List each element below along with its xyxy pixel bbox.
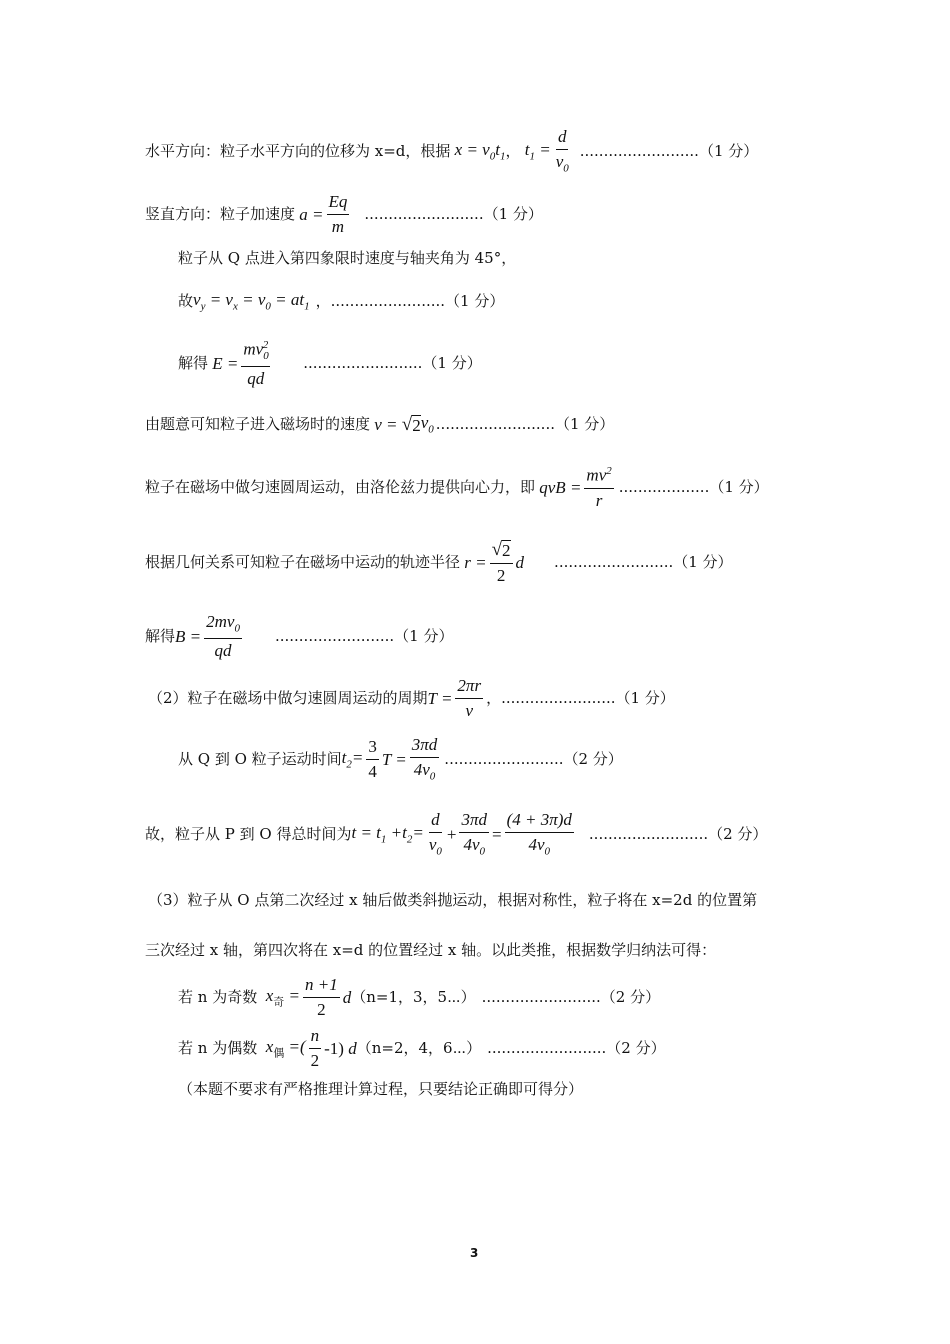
text: 水平方向：粒子水平方向的位移为 x=d，根据 <box>145 141 451 160</box>
dots: ......................... <box>303 354 423 373</box>
text: 故，粒子从 P 到 O 得总时间为 <box>145 824 352 843</box>
text: 解得 <box>145 626 176 645</box>
dots: ......................... <box>364 204 484 223</box>
dots: ，........................ <box>315 292 446 311</box>
text: （本题不要求有严格推理计算过程，只要结论正确即可得分） <box>178 1080 584 1098</box>
formula: $x = v_0t_1$ <box>450 139 506 163</box>
score: （1 分） <box>554 415 615 434</box>
dots: ......................... <box>579 141 699 160</box>
formula: $t = t_1 +t_2=$ <box>351 822 424 846</box>
text: 若 n 为奇数 <box>178 987 258 1006</box>
line-part3-intro <box>148 893 757 908</box>
dots: ......................... <box>435 415 555 434</box>
line-solve-E <box>178 340 482 387</box>
score: （1 分） <box>394 626 454 645</box>
formula: B = <box>175 626 202 646</box>
dots: ......................... <box>554 552 674 571</box>
fraction: $\frac{d}{v_0}$ <box>555 127 569 175</box>
formula: r = <box>460 552 487 572</box>
fraction: $\frac{mv_0^2}{qd}$ <box>243 339 269 388</box>
line-note <box>178 1082 583 1097</box>
line-time-Q-to-O: 从 Q 到 O 粒子运动时间 $t_2=$ $\frac{3}{4}$ T = $\frac{3\pi d}{4v_0}$ ......................... （2 分） <box>178 735 623 783</box>
dots: ......................... <box>481 987 601 1006</box>
dots: ................... <box>618 478 710 497</box>
formula: T = <box>427 688 453 708</box>
line-horizontal-displacement <box>145 128 758 175</box>
text: （3）粒子从 O 点第二次经过 x 轴后做类斜抛运动，根据对称性，粒子将在 x=2d 的位置第 <box>148 891 758 909</box>
score: （2 分） <box>563 749 623 768</box>
text: 三次经过 x 轴，第四次将在 x=d 的位置经过 x 轴。以此类推，根据数学归纳法可得： <box>145 941 717 959</box>
line-odd-case: 若 n 为奇数 $x_奇$ = $\frac{n +1}{2}$ d （n=1，3，5⋯） ......................... （2 分） <box>178 975 661 1019</box>
score: （1 分） <box>673 552 733 571</box>
formula: $t_1$ = <box>520 139 551 163</box>
fraction: $\frac{n +1}{2}$ <box>304 975 338 1019</box>
condition: （n=1，3，5⋯） <box>351 987 476 1006</box>
text: 从 Q 到 O 粒子运动时间 <box>178 749 342 768</box>
fraction: $\frac{2\pi r}{v}$ <box>457 676 482 720</box>
formula: $t_2=$ <box>341 747 364 771</box>
dots: ，........................ <box>486 688 616 707</box>
score: （2 分） <box>600 987 661 1006</box>
line-period <box>148 677 675 720</box>
line-vertical-acceleration <box>145 193 543 236</box>
formula: qvB = <box>535 478 582 498</box>
score: （1 分） <box>483 204 543 223</box>
line-angle <box>178 251 516 266</box>
formula: $x_偶$ =( <box>257 1036 306 1060</box>
score: （2 分） <box>708 824 768 843</box>
dots: ......................... <box>487 1038 607 1057</box>
line-radius: 根据几何关系可知粒子在磁场中运动的轨迹半径 r = √ 2 2 d ......................... （1 分） <box>145 539 733 585</box>
sqrt: √ 2 <box>401 414 421 436</box>
score: （1 分） <box>615 688 675 707</box>
formula: E = <box>208 354 239 374</box>
score: （1 分） <box>445 292 505 311</box>
line-solve-B <box>145 613 453 660</box>
text: 若 n 为偶数 <box>178 1038 258 1057</box>
text: 根据几何关系可知粒子在磁场中运动的轨迹半径 <box>145 552 461 571</box>
text: （2）粒子在磁场中做匀速圆周运动的周期 <box>148 688 428 707</box>
fraction: √ 2 2 <box>491 539 511 585</box>
score: （2 分） <box>606 1038 666 1057</box>
fraction: $\frac{3\pi d}{4v_0}$ <box>411 735 438 783</box>
fraction: $\frac{3\pi d}{4v_0}$ <box>461 810 487 858</box>
formula: v = <box>370 415 402 435</box>
text: 粒子从 Q 点进入第四象限时速度与轴夹角为 45°， <box>178 249 517 267</box>
dots: ......................... <box>444 749 564 768</box>
dots: ......................... <box>274 626 395 645</box>
line-even-case: 若 n 为偶数 $x_偶$ =( $\frac{n}{2}$ -1) d （n=2，4，6⋯） ......................... （2 分） <box>178 1026 666 1070</box>
formula: $v_y = v_x = v_0 = at_1$ <box>193 290 310 313</box>
separator: ， <box>505 141 521 160</box>
line-lorentz-force <box>145 466 769 509</box>
formula: a = <box>295 204 324 224</box>
fraction: $\frac{d}{v_0}$ <box>428 810 442 858</box>
dots: ......................... <box>588 824 709 843</box>
text: 解得 <box>178 354 209 373</box>
fraction: $\frac{3}{4}$ <box>368 737 377 781</box>
fraction: $\frac{mv^2}{r}$ <box>586 465 612 510</box>
fraction: $\frac{2mv_0}{qd}$ <box>206 612 240 660</box>
text: 故 <box>178 292 194 311</box>
formula: $x_奇$ = <box>257 985 300 1009</box>
text: 由题意可知粒子进入磁场时的速度 <box>145 415 371 434</box>
text: 粒子在磁场中做匀速圆周运动，由洛伦兹力提供向心力，即 <box>145 478 536 497</box>
line-velocity-relation <box>178 291 504 312</box>
text: 竖直方向：粒子加速度 <box>145 204 296 223</box>
score: （1 分） <box>709 478 769 497</box>
line-velocity-in-field: 由题意可知粒子进入磁场时的速度 v = √ 2 $v_0$ ......................... （1 分） <box>145 413 615 436</box>
fraction: $\frac{(4 + 3\pi)d}{4v_0}$ <box>506 810 572 858</box>
line-total-time: 故，粒子从 P 到 O 得总时间为 $t = t_1 +t_2=$ $\frac{d}{v_0}$ + $\frac{3\pi d}{4v_0}$ = $\frac{(4 + 3\pi)d}{4v_0}$ ......................... （2 分） <box>145 810 768 858</box>
page-number: 3 <box>470 1246 479 1260</box>
fraction: $\frac{Eq}{m}$ <box>328 192 348 236</box>
score: （1 分） <box>422 354 482 373</box>
score: （1 分） <box>698 141 759 160</box>
fraction: $\frac{n}{2}$ <box>310 1026 320 1070</box>
condition: （n=2，4，6⋯） <box>356 1038 482 1057</box>
line-part3-induction <box>145 943 716 958</box>
